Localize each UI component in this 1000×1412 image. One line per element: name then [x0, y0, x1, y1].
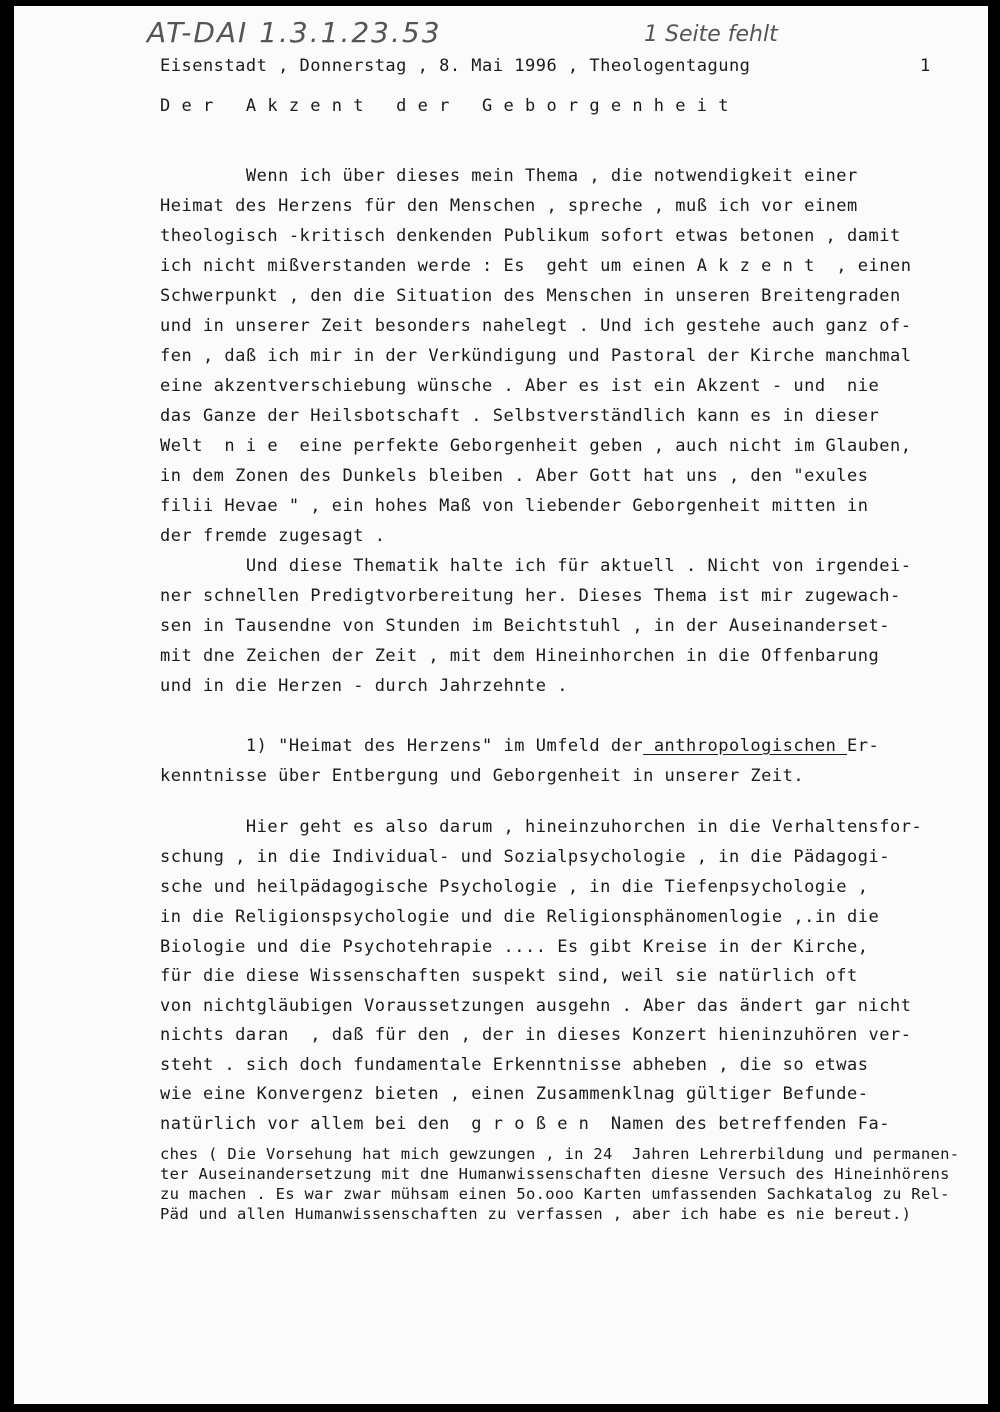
- body-line: Und diese Thematik halte ich für aktuell . Nicht von irgendei-: [160, 556, 912, 576]
- body-line: in die Religionspsychologie und die Religionsphänomenlogie ,.in die: [160, 907, 880, 927]
- body-line: mit dne Zeichen der Zeit , mit dem Hineinhorchen in die Offenbarung: [160, 646, 880, 666]
- body-line: schung , in die Individual- und Sozialpsychologie , in die Pädagogi-: [160, 847, 890, 867]
- body-line: und in die Herzen - durch Jahrzehnte .: [160, 676, 568, 696]
- body-line: Päd und allen Humanwissenschaften zu verfassen , aber ich habe es nie bereut.): [160, 1205, 912, 1223]
- body-line: Welt n i e eine perfekte Geborgenheit geben , auch nicht im Glauben,: [160, 436, 912, 456]
- body-line: steht . sich doch fundamentale Erkenntnisse abheben , die so etwas: [160, 1055, 869, 1075]
- body-line: fen , daß ich mir in der Verkündigung und Pastoral der Kirche manchmal: [160, 346, 912, 366]
- body-line: der fremde zugesagt .: [160, 526, 386, 546]
- body-line: ich nicht mißverstanden werde : Es geht um einen A k z e n t , einen: [160, 256, 912, 276]
- body-line: Schwerpunkt , den die Situation des Menschen in unseren Breitengraden: [160, 286, 901, 306]
- body-line: das Ganze der Heilsbotschaft . Selbstverständlich kann es in dieser: [160, 406, 880, 426]
- body-line: Hier geht es also darum , hineinzuhorchen in die Verhaltensfor-: [160, 817, 923, 837]
- handwritten-annotation: 1 Seite fehlt: [644, 22, 778, 47]
- header-line: Eisenstadt , Donnerstag , 8. Mai 1996 , Theologentagung: [160, 56, 751, 76]
- body-line: sche und heilpädagogische Psychologie , in die Tiefenpsychologie ,: [160, 877, 869, 897]
- body-line: und in unserer Zeit besonders nahelegt . Und ich gestehe auch ganz of-: [160, 316, 912, 336]
- body-line: für die diese Wissenschaften suspekt sind, weil sie natürlich oft: [160, 966, 858, 986]
- body-line: eine akzentverschiebung wünsche . Aber es ist ein Akzent - und nie: [160, 376, 880, 396]
- body-line: zu machen . Es war zwar mühsam einen 5o.ooo Karten umfassenden Sachkatalog zu Rel-: [160, 1185, 950, 1203]
- archive-signature-handwritten: AT-DAI 1.3.1.23.53: [147, 16, 442, 49]
- body-line: Biologie und die Psychotehrapie .... Es gibt Kreise in der Kirche,: [160, 937, 869, 957]
- body-line: in dem Zonen des Dunkels bleiben . Aber Gott hat uns , den "exules: [160, 466, 869, 486]
- section-heading: [160, 736, 879, 756]
- page-number: 1: [920, 56, 931, 76]
- body-line: Heimat des Herzens für den Menschen , spreche , muß ich vor einem: [160, 196, 858, 216]
- section-heading-underlined: anthropologischen: [643, 736, 848, 756]
- section-heading-prefix: 1) "Heimat des Herzens" im Umfeld der: [160, 736, 644, 756]
- body-line: natürlich vor allem bei den g r o ß e n Namen des betreffenden Fa-: [160, 1114, 890, 1134]
- body-line: theologisch -kritisch denkenden Publikum sofort etwas betonen , damit: [160, 226, 901, 246]
- body-line: ches ( Die Vorsehung hat mich gewzungen , in 24 Jahren Lehrerbildung und permanen-: [160, 1145, 960, 1163]
- body-line: Wenn ich über dieses mein Thema , die notwendigkeit einer: [160, 166, 858, 186]
- body-line: ner schnellen Predigtvorbereitung her. Dieses Thema ist mir zugewach-: [160, 586, 901, 606]
- body-line: ter Auseinandersetzung mit dne Humanwissenschaften diesne Versuch des Hineinhörens: [160, 1165, 950, 1183]
- document-page: [14, 6, 988, 1404]
- body-line: von nichtgläubigen Voraussetzungen ausgehn . Aber das ändert gar nicht: [160, 996, 912, 1016]
- body-line: wie eine Konvergenz bieten , einen Zusammenklnag gültiger Befunde-: [160, 1084, 869, 1104]
- section-heading-line2: kenntnisse über Entbergung und Geborgenheit in unserer Zeit.: [160, 766, 805, 786]
- section-heading-suffix: Er-: [847, 736, 880, 756]
- body-line: nichts daran , daß für den , der in dieses Konzert hieninzuhören ver-: [160, 1025, 912, 1045]
- document-title: D e r A k z e n t d e r G e b o r g e n h e i t: [160, 96, 729, 116]
- body-line: filii Hevae " , ein hohes Maß von liebender Geborgenheit mitten in: [160, 496, 869, 516]
- body-line: sen in Tausendne von Stunden im Beichtstuhl , in der Auseinanderset-: [160, 616, 890, 636]
